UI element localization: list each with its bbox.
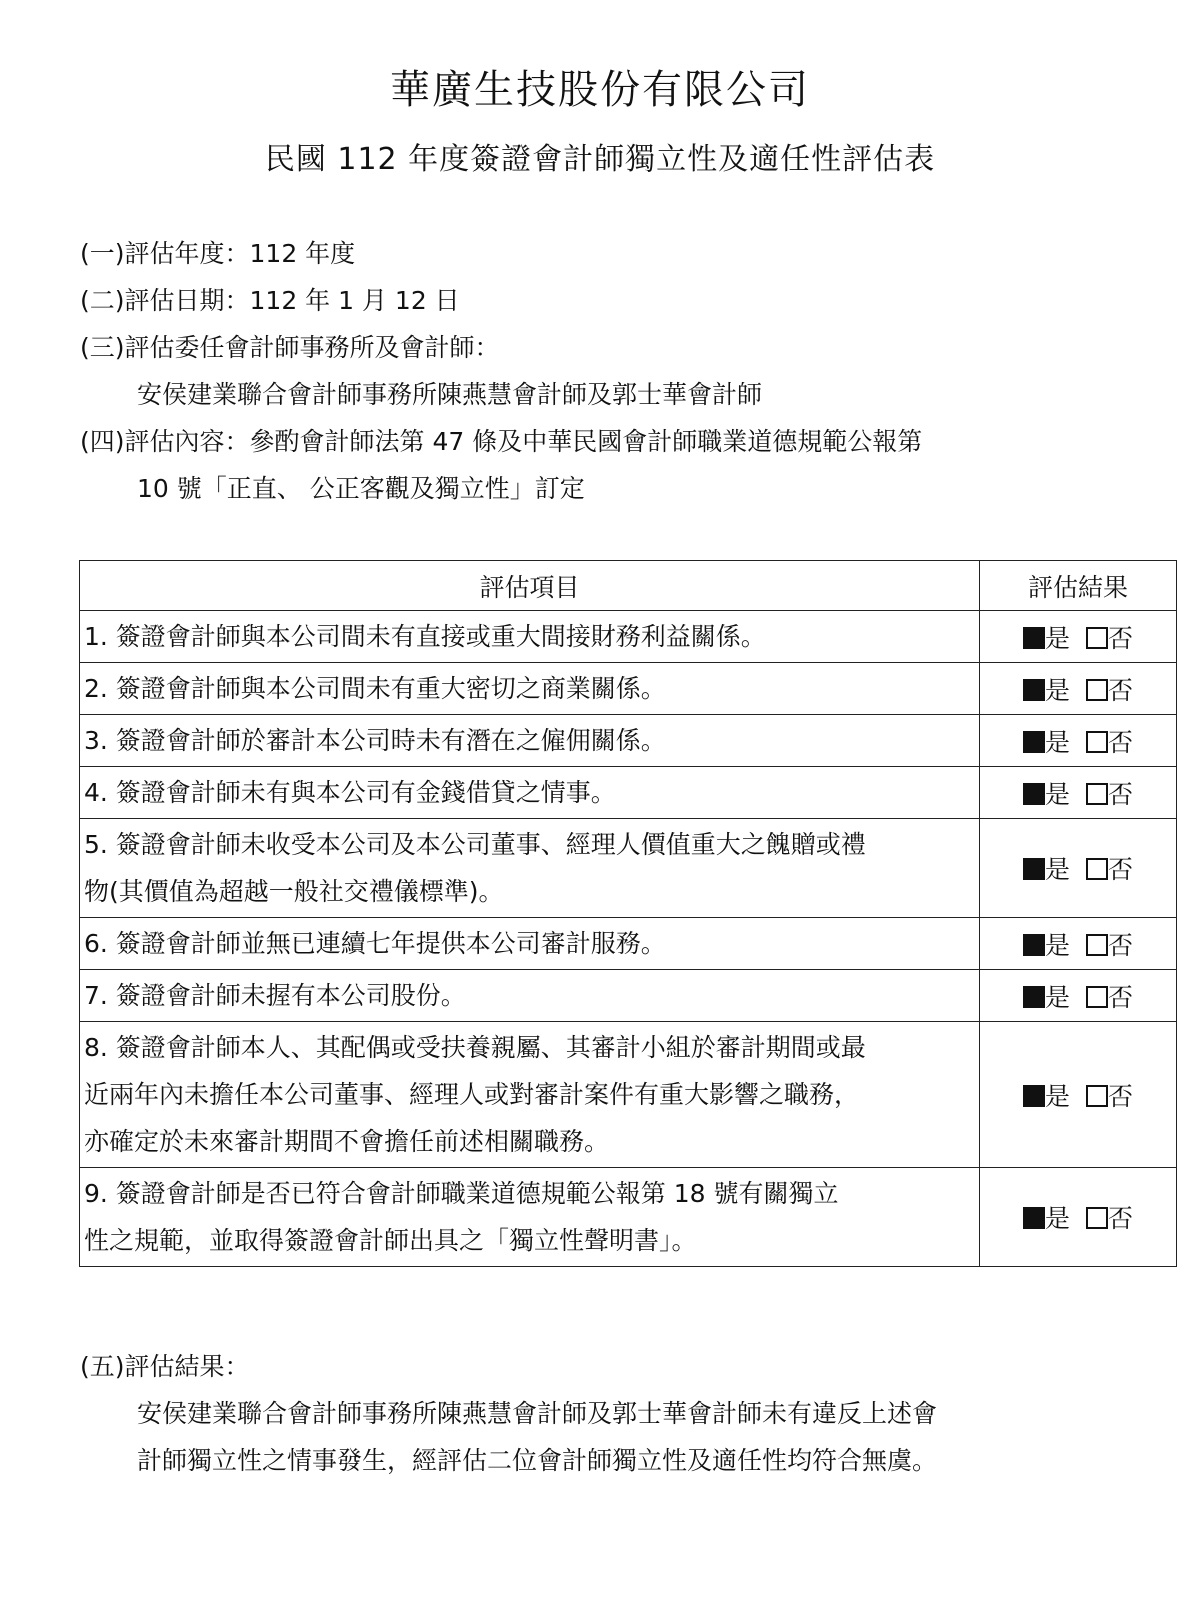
yes-label: 是 (1044, 675, 1070, 705)
evaluation-result-cell (980, 663, 1177, 715)
evaluation-item-line: 7. 簽證會計師未握有本公司股份。 (84, 981, 466, 1010)
evaluation-item (80, 819, 980, 918)
table-row (80, 611, 1177, 663)
evaluation-item-line: 3. 簽證會計師於審計本公司時未有潛在之僱佣關係。 (84, 726, 666, 755)
evaluation-item (80, 918, 980, 970)
evaluation-year: (一)評估年度：112 年度 (80, 239, 356, 268)
evaluation-item (80, 767, 980, 819)
evaluation-item (80, 715, 980, 767)
yes-label: 是 (1044, 1081, 1070, 1111)
evaluation-date: (二)評估日期：112 年 1 月 12 日 (80, 286, 460, 315)
yes-checkbox (1023, 1085, 1045, 1107)
table-row (80, 1022, 1177, 1168)
evaluation-table (79, 560, 1177, 1267)
result-line: 安侯建業聯合會計師事務所陳燕慧會計師及郭士華會計師未有違反上述會 (137, 1399, 938, 1428)
evaluation-item-line: 4. 簽證會計師未有與本公司有金錢借貸之情事。 (84, 778, 616, 807)
no-checkbox (1086, 679, 1108, 701)
no-checkbox (1086, 783, 1108, 805)
no-label: 否 (1108, 1081, 1134, 1111)
content-label: (四)評估內容：參酌會計師法第 47 條及中華民國會計師職業道德規範公報第 (80, 427, 923, 456)
evaluation-result-cell (980, 819, 1177, 918)
header-item: 評估項目 (80, 561, 980, 611)
evaluation-result-cell (980, 1022, 1177, 1168)
evaluation-result-cell (980, 715, 1177, 767)
table-row (80, 663, 1177, 715)
no-label: 否 (1108, 1204, 1134, 1233)
yes-checkbox (1023, 1207, 1045, 1229)
document-title: 民國 112 年度簽證會計師獨立性及適任性評估表 (264, 142, 936, 177)
yes-checkbox (1023, 627, 1045, 649)
yes-label: 是 (1044, 727, 1070, 757)
evaluation-item-line: 物(其價值為超越一般社交禮儀標準)。 (84, 877, 504, 906)
no-label: 否 (1108, 982, 1134, 1012)
evaluation-result-cell (980, 970, 1177, 1022)
yes-checkbox (1023, 858, 1045, 880)
yes-label: 是 (1044, 1204, 1070, 1233)
yes-checkbox (1023, 731, 1045, 753)
table-row (80, 1168, 1177, 1267)
yes-checkbox (1023, 934, 1045, 956)
evaluation-item (80, 970, 980, 1022)
table-header-row (80, 561, 1177, 611)
no-label: 否 (1108, 779, 1134, 809)
no-label: 否 (1108, 675, 1134, 705)
yes-label: 是 (1044, 930, 1070, 960)
evaluation-item (80, 611, 980, 663)
no-checkbox (1086, 627, 1108, 649)
evaluation-result-cell (980, 918, 1177, 970)
table-row (80, 767, 1177, 819)
content-value: 10 號「正直、 公正客觀及獨立性」訂定 (137, 474, 585, 503)
yes-checkbox (1023, 679, 1045, 701)
no-label: 否 (1108, 727, 1134, 757)
header-result: 評估結果 (980, 561, 1177, 611)
evaluation-item-line: 2. 簽證會計師與本公司間未有重大密切之商業關係。 (84, 674, 666, 703)
no-checkbox (1086, 934, 1108, 956)
table-row (80, 715, 1177, 767)
yes-checkbox (1023, 986, 1045, 1008)
yes-checkbox (1023, 783, 1045, 805)
table-row (80, 970, 1177, 1022)
evaluation-item (80, 1168, 980, 1267)
yes-label: 是 (1044, 855, 1070, 884)
evaluation-item-line: 9. 簽證會計師是否已符合會計師職業道德規範公報第 18 號有關獨立 (84, 1179, 839, 1208)
no-checkbox (1086, 1207, 1108, 1229)
company-title: 華廣生技股份有限公司 (390, 67, 810, 113)
evaluation-item-line: 性之規範，並取得簽證會計師出具之「獨立性聲明書」。 (84, 1226, 697, 1255)
table-row (80, 918, 1177, 970)
evaluation-item-line: 5. 簽證會計師未收受本公司及本公司董事、經理人價值重大之餽贈或禮 (84, 830, 866, 859)
table-row (80, 819, 1177, 918)
no-label: 否 (1108, 623, 1134, 653)
evaluation-item-line: 亦確定於未來審計期間不會擔任前述相關職務。 (84, 1127, 610, 1156)
result-label: (五)評估結果： (80, 1352, 250, 1381)
evaluation-item-line: 1. 簽證會計師與本公司間未有直接或重大間接財務利益關係。 (84, 622, 766, 651)
yes-label: 是 (1044, 982, 1070, 1012)
no-label: 否 (1108, 855, 1134, 884)
evaluation-rows (80, 611, 1177, 1267)
evaluation-info (80, 230, 922, 512)
no-checkbox (1086, 858, 1108, 880)
firm-value: 安侯建業聯合會計師事務所陳燕慧會計師及郭士華會計師 (137, 380, 763, 409)
evaluation-item-line: 6. 簽證會計師並無已連續七年提供本公司審計服務。 (84, 929, 666, 958)
evaluation-result-cell (980, 767, 1177, 819)
evaluation-result-cell (980, 1168, 1177, 1267)
evaluation-item (80, 1022, 980, 1168)
evaluation-item-line: 近兩年內未擔任本公司董事、經理人或對審計案件有重大影響之職務， (84, 1080, 860, 1109)
evaluation-item-line: 8. 簽證會計師本人、其配偶或受扶養親屬、其審計小組於審計期間或最 (84, 1033, 866, 1062)
no-label: 否 (1108, 930, 1134, 960)
yes-label: 是 (1044, 623, 1070, 653)
result-line: 計師獨立性之情事發生，經評估二位會計師獨立性及適任性均符合無虞。 (137, 1446, 938, 1475)
no-checkbox (1086, 986, 1108, 1008)
yes-label: 是 (1044, 779, 1070, 809)
evaluation-result (80, 1343, 937, 1484)
evaluation-result-cell (980, 611, 1177, 663)
no-checkbox (1086, 731, 1108, 753)
evaluation-item (80, 663, 980, 715)
firm-label: (三)評估委任會計師事務所及會計師： (80, 333, 500, 362)
no-checkbox (1086, 1085, 1108, 1107)
